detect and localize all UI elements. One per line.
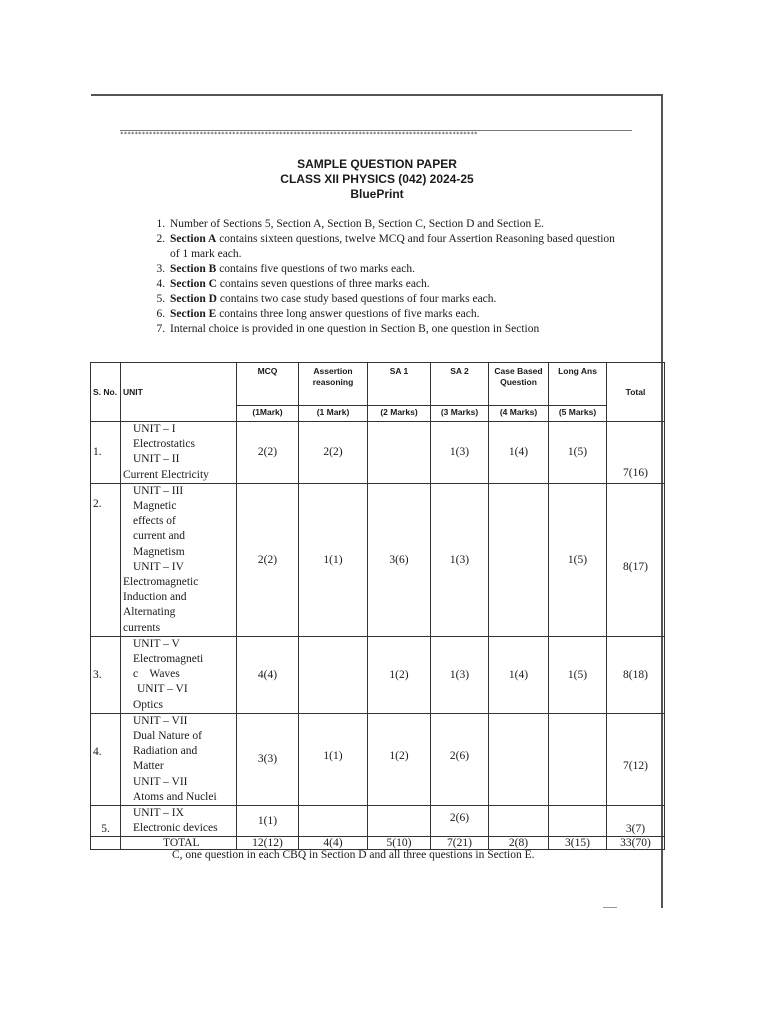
- header-mcq: MCQ: [237, 363, 299, 406]
- cell-mcq: 2(2): [237, 422, 299, 484]
- cell-long: [549, 713, 607, 805]
- header-assertion: Assertion reasoning: [299, 363, 368, 406]
- total-total: 33(70): [607, 837, 665, 850]
- total-case: 2(8): [489, 837, 549, 850]
- star-divider: ***************************************************************************************************: [120, 131, 478, 138]
- instruction-continuation: C, one question in each CBQ in Section D and all three questions in Section E.: [172, 849, 535, 861]
- class-subject-title: CLASS XII PHYSICS (042) 2024-25: [280, 172, 474, 186]
- table-row: [91, 483, 665, 636]
- totals-label: TOTAL: [121, 837, 237, 850]
- subheader-sa1: (2 Marks): [368, 406, 431, 422]
- cell-sno: 1.: [91, 422, 121, 484]
- total-sa2: 7(21): [431, 837, 489, 850]
- cell-sno: 2.: [91, 483, 121, 636]
- cell-long: [549, 806, 607, 837]
- cell-sno: 4.: [91, 713, 121, 805]
- cell-long: 1(5): [549, 422, 607, 484]
- cell-assertion: 2(2): [299, 422, 368, 484]
- cell-sa2: 2(6): [431, 713, 489, 805]
- cell-sno: 5.: [91, 806, 121, 837]
- instruction-item: 2. Section A contains sixteen questions, twelve MCQ and four Assertion Reasoning based question of 1 mark each.: [168, 232, 618, 262]
- cell-sa1: [368, 806, 431, 837]
- cell-sno: [91, 837, 121, 850]
- table-row: [91, 636, 665, 713]
- cell-total: 3(7): [607, 806, 665, 837]
- cell-sa1: [368, 422, 431, 484]
- header-case: Case Based Question: [489, 363, 549, 406]
- cell-total: 8(18): [607, 636, 665, 713]
- cell-mcq: 1(1): [237, 806, 299, 837]
- page-mark: [603, 907, 617, 908]
- subheader-assertion: (1 Mark): [299, 406, 368, 422]
- cell-assertion: 1(1): [299, 483, 368, 636]
- page-border-top: [91, 94, 663, 96]
- table-row: [91, 713, 665, 805]
- cell-case: [489, 483, 549, 636]
- header-unit: UNIT: [121, 363, 237, 422]
- total-long: 3(15): [549, 837, 607, 850]
- table-row: [91, 422, 665, 484]
- cell-sa2: 1(3): [431, 422, 489, 484]
- header-sa2: SA 2: [431, 363, 489, 406]
- cell-case: 1(4): [489, 422, 549, 484]
- instruction-item: 3. Section B contains five questions of two marks each.: [168, 262, 618, 277]
- cell-unit: UNIT – I Electrostatics UNIT – II Current Electricity: [121, 422, 237, 484]
- instruction-item: 1. Number of Sections 5, Section A, Section B, Section C, Section D and Section E.: [168, 217, 618, 232]
- cell-long: 1(5): [549, 483, 607, 636]
- cell-assertion: [299, 806, 368, 837]
- blueprint-table: [90, 362, 665, 850]
- cell-assertion: [299, 636, 368, 713]
- cell-mcq: 2(2): [237, 483, 299, 636]
- cell-sno: 3.: [91, 636, 121, 713]
- cell-sa2: 1(3): [431, 483, 489, 636]
- table-row: [91, 806, 665, 837]
- cell-unit: UNIT – V Electromagneti c Waves UNIT – VI Optics: [121, 636, 237, 713]
- cell-unit: UNIT – III Magnetic effects of current and Magnetism UNIT – IV Electromagnetic Induction and Alternating currents: [121, 483, 237, 636]
- cell-total: 8(17): [607, 483, 665, 636]
- subheader-mcq: (1Mark): [237, 406, 299, 422]
- total-mcq: 12(12): [237, 837, 299, 850]
- instructions-list: [150, 217, 618, 337]
- subheader-sa2: (3 Marks): [431, 406, 489, 422]
- cell-assertion: 1(1): [299, 713, 368, 805]
- header-total: Total: [607, 363, 665, 422]
- cell-case: 1(4): [489, 636, 549, 713]
- cell-unit: UNIT – IX Electronic devices: [121, 806, 237, 837]
- instruction-item: 4. Section C contains seven questions of three marks each.: [168, 277, 618, 292]
- cell-mcq: 3(3): [237, 713, 299, 805]
- cell-long: 1(5): [549, 636, 607, 713]
- cell-total: 7(16): [607, 422, 665, 484]
- cell-case: [489, 713, 549, 805]
- total-assertion: 4(4): [299, 837, 368, 850]
- header-sa1: SA 1: [368, 363, 431, 406]
- instruction-item: 6. Section E contains three long answer questions of five marks each.: [168, 307, 618, 322]
- instruction-item: 7. Internal choice is provided in one question in Section B, one question in Section: [168, 322, 618, 337]
- subheader-long: (5 Marks): [549, 406, 607, 422]
- cell-sa1: 1(2): [368, 636, 431, 713]
- header-long: Long Ans: [549, 363, 607, 406]
- cell-total: 7(12): [607, 713, 665, 805]
- blueprint-title: BluePrint: [350, 187, 404, 201]
- subheader-case: (4 Marks): [489, 406, 549, 422]
- paper-title: SAMPLE QUESTION PAPER: [297, 157, 457, 171]
- cell-sa2: 1(3): [431, 636, 489, 713]
- cell-case: [489, 806, 549, 837]
- header-sno: S. No.: [91, 363, 121, 422]
- cell-sa1: 1(2): [368, 713, 431, 805]
- instruction-item: 5. Section D contains two case study based questions of four marks each.: [168, 292, 618, 307]
- cell-sa2: 2(6): [431, 806, 489, 837]
- cell-sa1: 3(6): [368, 483, 431, 636]
- cell-mcq: 4(4): [237, 636, 299, 713]
- cell-unit: UNIT – VII Dual Nature of Radiation and Matter UNIT – VII Atoms and Nuclei: [121, 713, 237, 805]
- total-sa1: 5(10): [368, 837, 431, 850]
